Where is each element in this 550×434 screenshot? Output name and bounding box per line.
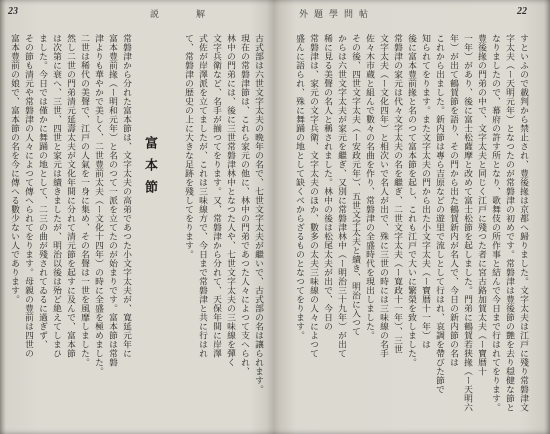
text-column: 富本豊前の娘で、富本節の名を今に傳へる數少ない人であります。 (9, 34, 19, 304)
running-head: 外題學問帖 (299, 10, 375, 20)
text-column: 林中の門弟には、後に三世常磐津林中となつた人や、七世文字太夫の三味線を彈く (225, 34, 235, 367)
text-column: て、常磐津の歴史の上に大きな足跡を殘してをります。 (183, 34, 193, 259)
text-column: その後、四世文字太夫（ー安政元年）、五世文字太夫と續き、明治に入つて (350, 34, 360, 336)
text-column: 豊後掾の門弟の中で、文字太夫と同じく江戸に殘つた者に宮古路加賀太夫（ー寶暦十 (476, 34, 486, 376)
text-column: 常磐津は、家元の文字兵衛、文字太夫のほか、數多の太夫三味線の人々によつて (308, 34, 318, 358)
text-column: すといふので載判から禁止され、豊後掾は京都へ歸りました。文字太夫は江戸に殘り常磐津文 (518, 34, 528, 412)
text-column: 津よりも華やかで美しく、二世豊前太夫（ー文化十四年）の時に全盛を極めました。 (93, 34, 103, 376)
text-column: 現在の常磐津節は、これら家元の他に、林中の門弟であつた人々によつて支へられ、 (239, 34, 249, 376)
text-column: 二世は稀代の美聲で、江戸の人氣を一身に集め、その名聲は一世を風靡しました。 (79, 34, 89, 367)
text-column: 知られてをります。また文字太夫の門から出た小文字太夫（ー寶暦十一年）は (420, 34, 430, 349)
text-column: 稀に見る美聲の名人と稱されました。林中の後は松尾太夫が出で、今日の (322, 34, 332, 331)
text-column: からは六世文字太夫が家元を繼ぎ、又別に常磐津林中（ー明治三十九年）が出て (336, 34, 346, 358)
text-column: 盛んに語られ、殊に舞踊の地として缺くべからざるものとなつてをります。 (294, 34, 304, 340)
page-number: 23 (8, 6, 18, 17)
text-column: 年）が出て鶴賀節を語り、その門から出た鶴賀新内が名人で、今日の新内節の名は (448, 34, 458, 367)
text-column: 式佐が岸澤派を立てましたが、これは三味線方で、今日まで常磐津と共に行はれ (197, 34, 207, 358)
text-column: 一年）があり、後に富士松薩摩と改めて富士松節を起しました。門弟に鶴賀若狭掾（ー天明六 (462, 34, 472, 412)
text-column: これから出ました。新内節は專ら吉原などの遊里で流しとして行はれ、哀調を帶びた節で (434, 34, 444, 394)
text-column: 然し二世の門弟清元延壽太夫が文化年間に分れて清元節を起すに及んで、富本節 (65, 34, 75, 358)
text-column: 常磐津から分れた富本節は、文字太夫の高弟であつた小文字太夫が、寛延元年に (121, 34, 131, 358)
text-column: 佐々木市蔵と組んで數々の名曲を作り、常磐津の全盛時代を現出しました。 (364, 34, 374, 340)
text-column: なりましたので、幕府の許す所となり、歌舞伎の所作事と結んで今日まで行はれてをります。 (490, 34, 500, 412)
text-column: 後に富本豊前掾と名のつて富本節を起し、これも江戸で大いに繁榮を致しました。 (406, 34, 416, 367)
text-column: ました。今日では僅かに舞踊の地として、二三の曲が殘されてゐるに過ぎず、 (37, 34, 47, 349)
text-column: 富本豊前掾（ー明和元年）と名のつて一派を立てたのが始まりです。富本節は常磐 (107, 34, 117, 367)
running-head: 説 解 (150, 10, 220, 20)
text-column: 常磐津の家元は代々文字太夫の名を繼ぎ、二世文字太夫（ー寛政十一年）、三世 (392, 34, 402, 354)
text-column: 字太夫（ー天明元年）となつたのが常磐津の初めです。常磐津は豊後節の艶を去り穏健な節と (504, 34, 514, 412)
page-number: 22 (517, 6, 527, 17)
right-page (275, 0, 550, 434)
text-column: は次第に衰へ、三世、四世と家元は續きましたが、明治以後は殆ど絶えてしまひ (51, 34, 61, 358)
section-heading: 富本節 (142, 136, 157, 202)
text-column: 文字太夫（ー文化四年）と相次いで名人が出で、殊に三世の時には三味線の名手 (378, 34, 388, 358)
text-column: 文字兵衛など、名手が揃つてをります。又、常磐津から分れて、天保年間に岸澤 (211, 34, 221, 358)
text-column: 古式部は六世文字太夫の晩年の名で、七世文字太夫が繼いで、古式部の名は讓られます。 (253, 34, 263, 394)
text-column: その節も清元や常磐津の人々によつて傳へられてをります。母親の豊前は四世の (23, 34, 33, 358)
